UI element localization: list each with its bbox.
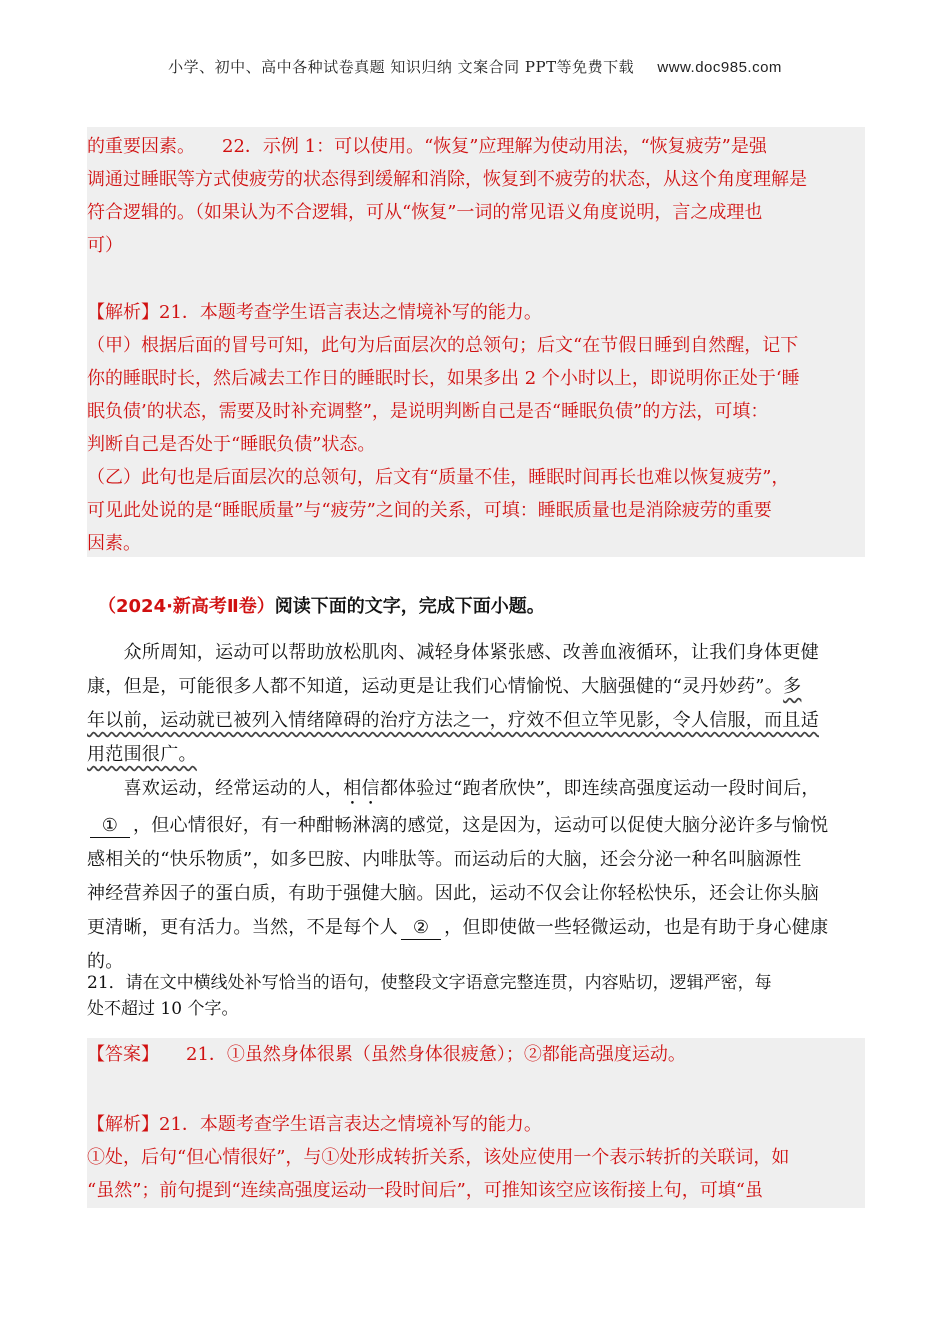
question-21 <box>87 970 865 1022</box>
passage-line: 感相关的“快乐物质”，如多巴胺、内啡肽等。而运动后的大脑，还会分泌一种名叫脑源性 <box>87 849 802 870</box>
analysis-line: 因素。 <box>87 533 141 554</box>
reading-passage <box>87 636 865 979</box>
analysis-line: 你的睡眠时长，然后减去工作日的睡眠时长，如果多出 2 个小时以上，即说明你正处于‘睡 <box>87 368 800 389</box>
passage-line: 康，但是，可能很多人都不知道，运动更是让我们心情愉悦、大脑强健的“灵丹妙药”。多 <box>87 676 802 697</box>
blank-1: ① <box>90 815 130 838</box>
question-line: 处不超过 10 个字。 <box>87 999 239 1019</box>
emphasis-dots-text: 相信 <box>343 778 380 799</box>
analysis-line: （乙）此句也是后面层次的总领句，后文有“质量不佳，睡眠时间再长也难以恢复疲劳”， <box>87 467 790 488</box>
analysis-line: 眠负债’的状态，需要及时补充调整”，是说明判断自己是否“睡眠负债”的方法，可填： <box>87 401 769 422</box>
blank-2: ② <box>401 917 441 940</box>
instruction: 阅读下面的文字，完成下面小题。 <box>274 596 545 617</box>
passage-line: ① ，但心情很好，有一种酣畅淋漓的感觉，这是因为，运动可以促使大脑分泌许多与愉悦 <box>87 809 865 843</box>
answer-line: 可） <box>87 235 123 256</box>
top-answer-block <box>87 127 865 302</box>
answer-line: 的重要因素。 22．示例 1：可以使用。“恢复”应理解为使动用法，“恢复疲劳”是强 <box>87 136 767 157</box>
passage-line: 众所周知，运动可以帮助放松肌肉、减轻身体紧张感、改善血液循环，让我们身体更健 <box>87 642 819 663</box>
passage-line <box>87 738 865 772</box>
passage-line: 神经营养因子的蛋白质，有助于强健大脑。因此，运动不仅会让你轻松快乐，还会让你头脑 <box>87 883 819 904</box>
passage-line: 年以前，运动就已被列入情绪障碍的治疗方法之一，疗效不但立竿见影，令人信服，而且适 <box>87 710 819 731</box>
analysis-line: 【解析】21．本题考查学生语言表达之情境补写的能力。 <box>87 1114 542 1135</box>
answer-line: 符合逻辑的。（如果认为不合逻辑，可从“恢复”一词的常见语义角度说明，言之成理也 <box>87 202 763 223</box>
passage-line: 喜欢运动，经常运动的人，相信都体验过“跑者欣快”，即连续高强度运动一段时间后， <box>87 778 820 799</box>
question-line: 21．请在文中横线处补写恰当的语句，使整段文字语意完整连贯，内容贴切，逻辑严密，每 <box>87 973 772 993</box>
passage-line: 的。 <box>87 951 124 972</box>
header-text: 小学、初中、高中各种试卷真题 知识归纳 文案合同 PPT等免费下载 <box>168 58 635 76</box>
analysis-line: 判断自己是否处于“睡眠负债”状态。 <box>87 434 376 455</box>
analysis-line: 可见此处说的是“睡眠质量”与“疲劳”之间的关系，可填：睡眠质量也是消除疲劳的重要 <box>87 500 772 521</box>
answer-line: 调通过睡眠等方式使疲劳的状态得到缓解和消除，恢复到不疲劳的状态，从这个角度理解是 <box>87 169 807 190</box>
passage-line: 更清晰，更有活力。当然，不是每个人 ② ，但即使做一些轻微运动，也是有助于身心健康 <box>87 917 829 938</box>
analysis-line: 【解析】21．本题考查学生语言表达之情境补写的能力。 <box>87 302 542 323</box>
header-url[interactable]: www.doc985.com <box>657 59 782 76</box>
analysis-line: （甲）根据后面的冒号可知，此句为后面层次的总领句；后文“在节假日睡到自然醒，记下 <box>87 335 799 356</box>
answer-line: 【答案】 21．①虽然身体很累（虽然身体很疲惫）；②都能高强度运动。 <box>87 1044 686 1065</box>
analysis-line: “虽然”；前句提到“连续高强度运动一段时间后”，可推知该空应该衔接上句，可填“虽 <box>87 1180 764 1201</box>
exam-source: （2024·新高考Ⅱ卷） <box>98 596 275 617</box>
section-title <box>98 592 545 618</box>
answer-block <box>87 1038 865 1108</box>
page-header <box>0 56 950 77</box>
analysis-block-1 <box>87 299 865 557</box>
analysis-line: ①处，后句“但心情很好”，与①处形成转折关系，该处应使用一个表示转折的关联词，如 <box>87 1147 790 1168</box>
wavy-underline-text: 多 <box>783 676 802 697</box>
wavy-underline-text: 用范围很广。 <box>87 744 197 765</box>
analysis-block-2 <box>87 1108 865 1208</box>
